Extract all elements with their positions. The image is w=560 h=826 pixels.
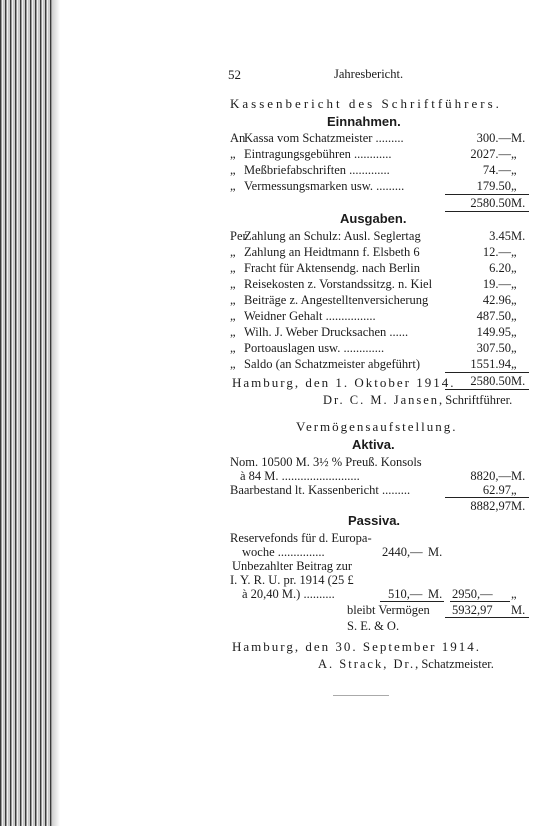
passiva-iyru-line: I. Y. R. U. pr. 1914 (25 £ xyxy=(230,573,354,587)
total-rule xyxy=(445,211,529,212)
aktiva-consols-line: Nom. 10500 M. 3½ % Preuß. Konsols xyxy=(230,455,422,469)
assets-title: Vermögensaufstellung. xyxy=(296,419,458,434)
passiva-iyru-amount: 510,— xyxy=(388,587,423,601)
row-prefix: „ xyxy=(230,163,236,177)
row-amount: 19.— xyxy=(482,277,511,291)
row-description: Saldo (an Schatzmeister abgeführt) xyxy=(244,357,420,371)
end-rule xyxy=(333,695,389,696)
signatory-name: Dr. C. M. Jansen xyxy=(323,393,440,407)
income-total-unit: M. xyxy=(511,196,526,210)
passiva-iyru-unit: M. xyxy=(428,587,443,601)
aktiva-heading: Aktiva. xyxy=(352,437,395,452)
row-amount: 307.50 xyxy=(476,341,511,355)
passiva-total-unit: „ xyxy=(511,587,517,601)
total-rule xyxy=(445,389,529,390)
sum-rule xyxy=(445,372,529,373)
running-title: Jahresbericht. xyxy=(334,67,404,81)
row-description: Beiträge z. Angestelltenversicherung xyxy=(244,293,429,307)
row-prefix: „ xyxy=(230,179,236,193)
page-gutter-shadow xyxy=(52,0,60,826)
signature-place-date: Hamburg, den 1. Oktober 1914. xyxy=(232,375,456,390)
passiva-reserve-unit: M. xyxy=(428,545,443,559)
passiva-reserve-desc: woche ............... xyxy=(242,545,325,559)
row-description: Wilh. J. Weber Drucksachen ...... xyxy=(244,325,409,339)
row-unit: „ xyxy=(511,357,517,371)
row-prefix: „ xyxy=(230,261,236,275)
signatory-role: , Schriftführer. xyxy=(439,393,513,407)
row-amount: 179.50 xyxy=(476,179,511,193)
row-amount: 487.50 xyxy=(476,309,511,323)
book-binding-edge xyxy=(0,0,52,826)
row-description: à 84 M. ......................... xyxy=(240,469,360,483)
row-unit: „ xyxy=(511,341,517,355)
signature-block xyxy=(323,394,512,407)
row-description: Meßbriefabschriften ............. xyxy=(244,163,390,177)
row-unit: „ xyxy=(511,483,517,497)
row-amount: 42.96 xyxy=(482,293,511,307)
expenses-heading: Ausgaben. xyxy=(340,211,407,226)
passiva-iyru-desc: à 20,40 M.) .......... xyxy=(242,587,335,601)
row-unit: „ xyxy=(511,163,517,177)
row-unit: „ xyxy=(511,325,517,339)
row-description: Zahlung an Heidtmann f. Elsbeth 6 xyxy=(244,245,420,259)
row-unit: „ xyxy=(511,147,517,161)
row-prefix: „ xyxy=(230,357,236,371)
row-description: Eintragungsgebühren ............ xyxy=(244,147,392,161)
row-prefix: „ xyxy=(230,341,236,355)
row-description: Portoauslagen usw. ............. xyxy=(244,341,385,355)
income-heading: Einnahmen. xyxy=(327,114,401,129)
signatory-name: A. Strack, Dr. xyxy=(318,657,416,671)
sum-rule xyxy=(445,194,529,195)
row-prefix: „ xyxy=(230,147,236,161)
initials: S. E. & O. xyxy=(347,619,400,633)
remaining-label: bleibt Vermögen xyxy=(347,603,430,617)
row-prefix: „ xyxy=(230,277,236,291)
passiva-reserve-line: Reservefonds für d. Europa- xyxy=(230,531,372,545)
row-prefix: „ xyxy=(230,309,236,323)
remaining-unit: M. xyxy=(511,603,526,617)
row-description: Reisekosten z. Vorstandssitzg. n. Kiel xyxy=(244,277,433,291)
row-prefix: „ xyxy=(230,325,236,339)
row-amount: 8820,— xyxy=(470,469,511,483)
passiva-heading: Passiva. xyxy=(348,513,401,528)
sum-rule xyxy=(445,497,529,498)
page-number: 52 xyxy=(228,67,241,82)
row-amount: 149.95 xyxy=(476,325,511,339)
row-amount: 1551.94 xyxy=(470,357,511,371)
total-rule xyxy=(445,617,529,618)
row-unit: M. xyxy=(511,469,526,483)
signature-place-date: Hamburg, den 30. September 1914. xyxy=(232,639,481,654)
signature-block xyxy=(318,658,494,671)
expense-total-amount: 2580.50 xyxy=(470,374,511,388)
row-amount: 6.20 xyxy=(489,261,511,275)
row-description: Zahlung an Schulz: Ausl. Seglertag xyxy=(244,229,421,243)
row-amount: 62.97 xyxy=(482,483,511,497)
row-amount: 3.45 xyxy=(489,229,511,243)
row-unit: „ xyxy=(511,245,517,259)
sum-rule xyxy=(450,601,510,602)
row-prefix: „ xyxy=(230,245,236,259)
aktiva-total-unit: M. xyxy=(511,499,526,513)
row-amount: 300.— xyxy=(476,131,511,145)
row-unit: „ xyxy=(511,293,517,307)
row-prefix: An xyxy=(230,131,246,145)
passiva-total-amount: 2950,— xyxy=(452,587,493,601)
row-description: Baarbestand lt. Kassenbericht ......... xyxy=(230,483,411,497)
passiva-unpaid-line: Unbezahlter Beitrag zur xyxy=(232,559,353,573)
row-description: Vermessungsmarken usw. ......... xyxy=(244,179,405,193)
row-amount: 74.— xyxy=(482,163,511,177)
sub-rule xyxy=(380,601,444,602)
row-amount: 2027.— xyxy=(470,147,511,161)
remaining-amount: 5932,97 xyxy=(452,603,493,617)
report-title: Kassenbericht des Schriftführers. xyxy=(230,96,502,111)
signatory-role: , Schatzmeister. xyxy=(415,657,494,671)
row-prefix: „ xyxy=(230,293,236,307)
row-unit: M. xyxy=(511,131,526,145)
expense-total-unit: M. xyxy=(511,374,526,388)
row-amount: 12.— xyxy=(482,245,511,259)
row-prefix: Per xyxy=(230,229,247,243)
aktiva-total-amount: 8882,97 xyxy=(470,499,511,513)
passiva-reserve-amount: 2440,— xyxy=(382,545,423,559)
row-unit: „ xyxy=(511,277,517,291)
row-unit: M. xyxy=(511,229,526,243)
row-unit: „ xyxy=(511,309,517,323)
income-total-amount: 2580.50 xyxy=(470,196,511,210)
row-description: Kassa vom Schatzmeister ......... xyxy=(244,131,404,145)
row-description: Weidner Gehalt ................ xyxy=(244,309,376,323)
row-unit: „ xyxy=(511,179,517,193)
row-description: Fracht für Aktensendg. nach Berlin xyxy=(244,261,420,275)
row-unit: „ xyxy=(511,261,517,275)
